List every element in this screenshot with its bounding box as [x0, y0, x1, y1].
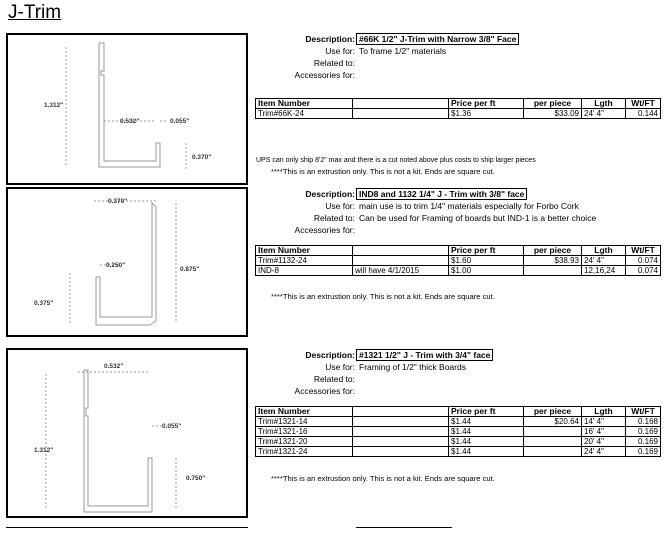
label-description: Description:: [305, 350, 355, 360]
profile-drawing-66k: [6, 33, 248, 185]
bottom-rule-right: [356, 527, 452, 528]
table-row: IND-8 will have 4/1/2015 $1.00 12,16,24 0.074: [256, 266, 661, 276]
col-per-piece: per piece: [524, 407, 582, 417]
note-extrusion: ****This is an extrustion only. This is not a kit. Ends are square cut.: [271, 292, 495, 301]
table-row: Trim#1321-16 $1.44 16' 4" 0.169: [256, 427, 661, 437]
label-accessories-for: Accessories for:: [294, 70, 355, 80]
label-use-for: Use for:: [325, 46, 355, 56]
col-note: [353, 246, 449, 256]
col-price: Price per ft: [449, 246, 524, 256]
label-related-to: Related to:: [313, 374, 355, 384]
dim-face: 0.055": [162, 423, 182, 430]
table-header-row: [256, 99, 661, 109]
label-related-to: Related to:: [313, 58, 355, 68]
col-per-piece: per piece: [524, 99, 582, 109]
bottom-rule-left: [6, 527, 248, 528]
profile-drawing-1132: [6, 187, 248, 337]
related-to-value: Can be used for Framing of boards but IND-1 is a better choice: [359, 213, 597, 223]
note-extrusion: ****This is an extrustion only. This is not a kit. Ends are square cut.: [271, 474, 495, 483]
col-weight: Wt/FT: [626, 246, 661, 256]
label-accessories-for: Accessories for:: [294, 225, 355, 235]
price-table-1321: [255, 406, 661, 457]
profile-drawing-1321: [6, 348, 248, 518]
label-accessories-for: Accessories for:: [294, 386, 355, 396]
dim-height: 0.875": [180, 266, 200, 273]
col-price: Price per ft: [449, 407, 524, 417]
description-value: #1321 1/2" J - Trim with 3/4" face: [356, 349, 493, 361]
table-row: Trim#66K-24 $1.36 $33.09 24' 4" 0.144: [256, 109, 661, 119]
profile-svg-1132: [8, 189, 246, 335]
profile-svg-1321: [8, 350, 246, 516]
dim-lip: 0.375": [34, 300, 54, 307]
dim-height: 1.312": [44, 102, 64, 109]
description-value: #66K 1/2" J-Trim with Narrow 3/8" Face: [356, 33, 519, 45]
col-note: [353, 407, 449, 417]
table-header-row: [256, 246, 661, 256]
note-ups: UPS can only ship 8'2" max and there is a cut noted above plus costs to ship larger pieces: [256, 157, 536, 164]
col-per-piece: per piece: [524, 246, 582, 256]
page-title: J-Trim: [8, 2, 62, 23]
dim-height: 1.312": [34, 447, 54, 454]
description-value: IND8 and 1132 1/4" J - Trim with 3/8" face: [356, 188, 527, 200]
dim-gap: 0.250": [106, 262, 126, 269]
col-weight: Wt/FT: [626, 407, 661, 417]
col-length: Lgth: [582, 246, 626, 256]
table-row: Trim#1132-24 $1.60 $38.93 24' 4" 0.074: [256, 256, 661, 266]
use-for-value: Framing of 1/2" thick Boards: [359, 362, 466, 372]
label-description: Description:: [305, 34, 355, 44]
profile-svg-66k: [8, 35, 246, 183]
col-note: [353, 99, 449, 109]
col-item-number: Item Number: [256, 246, 353, 256]
col-price: Price per ft: [449, 99, 524, 109]
use-for-value: To frame 1/2" materials: [359, 46, 447, 56]
col-length: Lgth: [582, 99, 626, 109]
col-weight: Wt/FT: [626, 99, 661, 109]
price-table-66k: [255, 98, 661, 119]
table-row: Trim#1321-20 $1.44 20' 4" 0.169: [256, 437, 661, 447]
col-item-number: Item Number: [256, 99, 353, 109]
label-use-for: Use for:: [325, 201, 355, 211]
dim-lip: 0.370": [192, 154, 212, 161]
table-header-row: [256, 407, 661, 417]
use-for-value: main use is to trim 1/4" materials especially for Forbo Cork: [359, 201, 579, 211]
col-length: Lgth: [582, 407, 626, 417]
price-table-1132: [255, 245, 661, 276]
table-row: Trim#1321-14 $1.44 $20.64 14' 4" 0.168: [256, 417, 661, 427]
note-extrusion: ****This is an extrustion only. This is not a kit. Ends are square cut.: [271, 167, 495, 176]
dim-face: 0.055": [170, 118, 190, 125]
table-row: Trim#1321-24 $1.44 24' 4" 0.169: [256, 447, 661, 457]
dim-width: 0.370": [108, 198, 128, 205]
col-item-number: Item Number: [256, 407, 353, 417]
label-related-to: Related to:: [313, 213, 355, 223]
dim-width: 0.532": [104, 363, 124, 370]
label-use-for: Use for:: [325, 362, 355, 372]
label-description: Description:: [305, 189, 355, 199]
dim-lip: 0.750": [186, 475, 206, 482]
dim-width: 0.532": [120, 118, 140, 125]
